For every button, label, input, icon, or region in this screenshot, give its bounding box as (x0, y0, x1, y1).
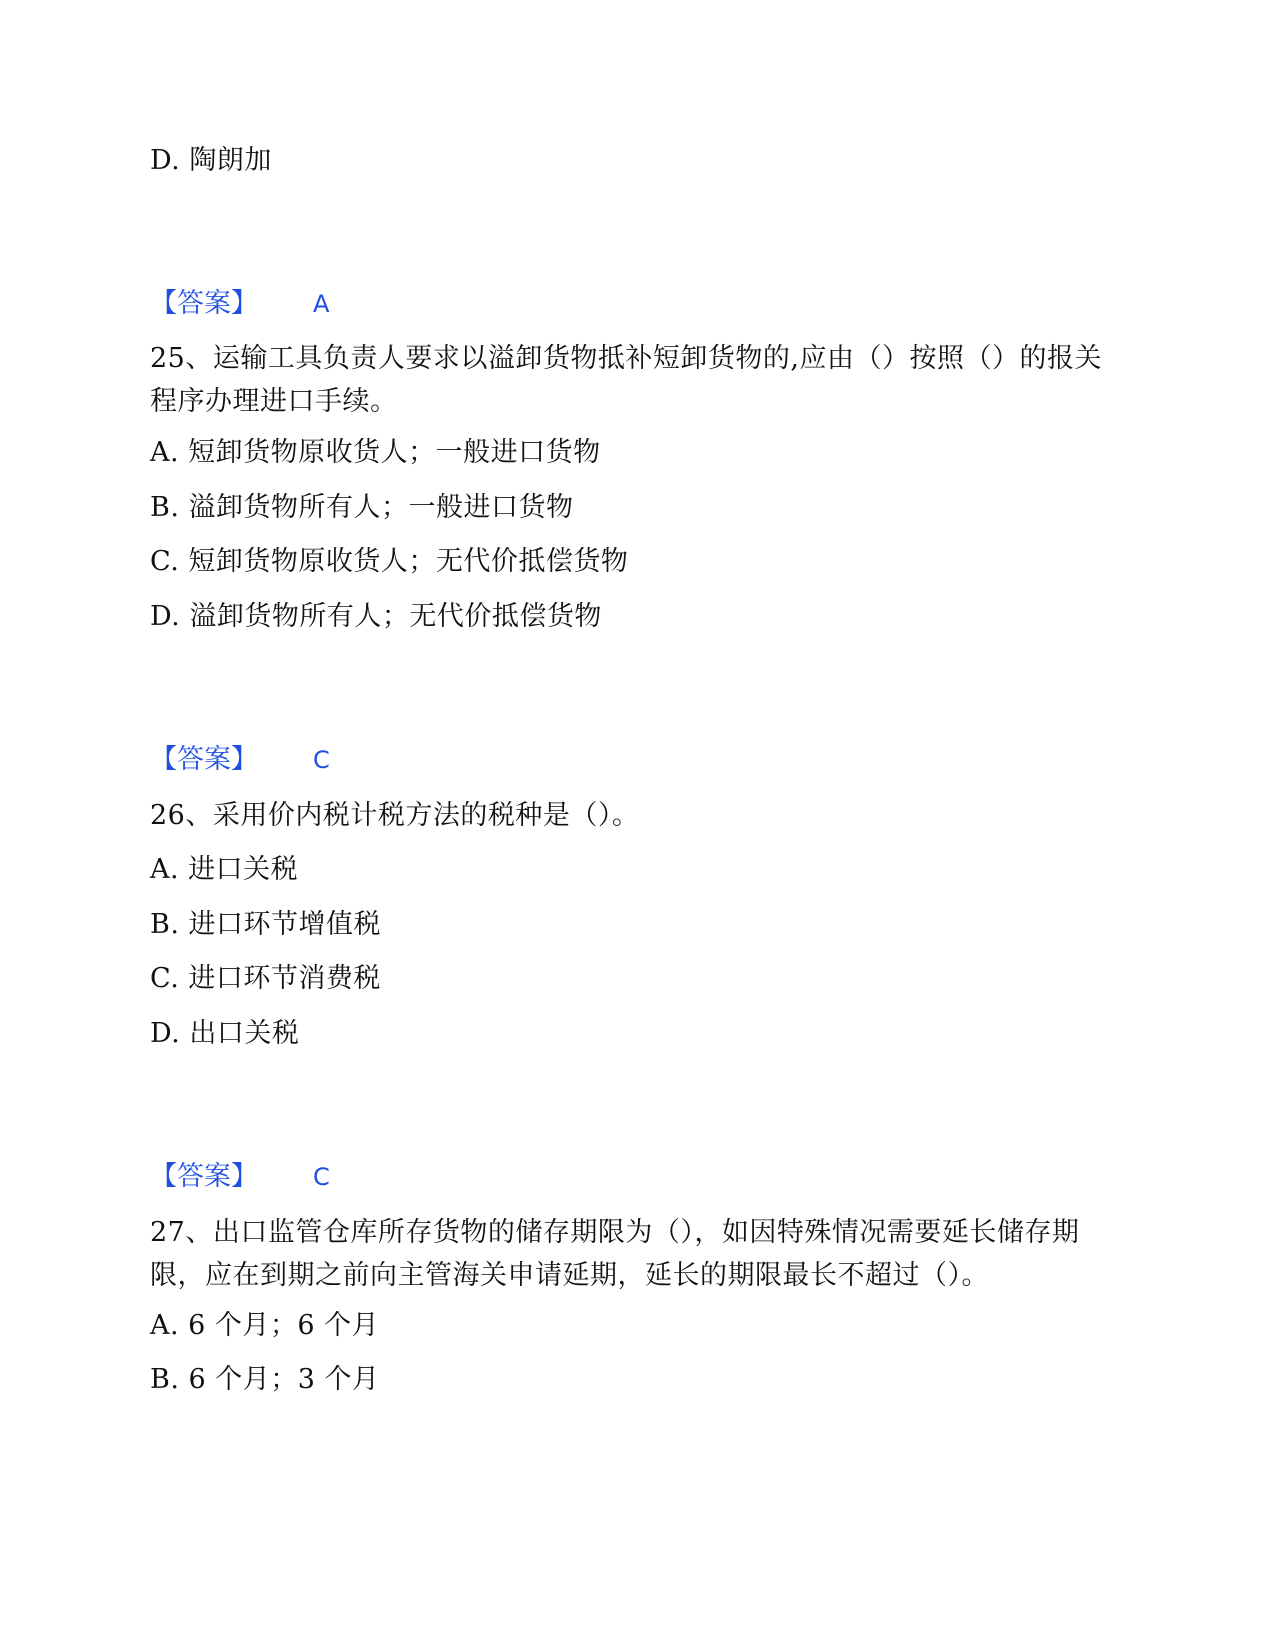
question-26-option-c: C. 进口环节消费税 (150, 963, 381, 994)
question-25-option-a: A. 短卸货物原收货人；一般进口货物 (150, 437, 601, 468)
question-26-option-a: A. 进口关税 (150, 854, 299, 885)
answer-line-24 (150, 284, 329, 324)
question-27-option-a: A. 6 个月；6 个月 (150, 1310, 380, 1341)
question-25-text: 25、运输工具负责人要求以溢卸货物抵补短卸货物的,应由（）按照（）的报关程序办理进口手续。 (150, 343, 1102, 417)
question-27-text: 27、出口监管仓库所存货物的储存期限为（），如因特殊情况需要延长储存期限，应在到期之前向主管海关申请延期，延长的期限最长不超过（）。 (150, 1217, 1080, 1291)
question-26-option-b: B. 进口环节增值税 (150, 909, 382, 940)
answer-line-25 (150, 740, 330, 780)
question-25-option-d: D. 溢卸货物所有人；无代价抵偿货物 (150, 601, 602, 632)
answer-value: A (313, 290, 330, 318)
answer-label: 【答案】 (150, 288, 258, 319)
question-26-option-d: D. 出口关税 (150, 1018, 300, 1049)
question-25-option-b: B. 溢卸货物所有人；一般进口货物 (150, 492, 574, 523)
answer-label: 【答案】 (150, 744, 258, 775)
question-27-option-b: B. 6 个月；3 个月 (150, 1364, 380, 1395)
question-25-option-c: C. 短卸货物原收货人；无代价抵偿货物 (150, 546, 629, 577)
answer-line-26 (150, 1157, 330, 1197)
answer-value: C (313, 746, 330, 774)
question-26-text: 26、采用价内税计税方法的税种是（）。 (150, 800, 640, 831)
previous-question-option-d: D. 陶朗加 (150, 145, 272, 176)
answer-label: 【答案】 (150, 1161, 258, 1192)
answer-value: C (313, 1163, 330, 1191)
